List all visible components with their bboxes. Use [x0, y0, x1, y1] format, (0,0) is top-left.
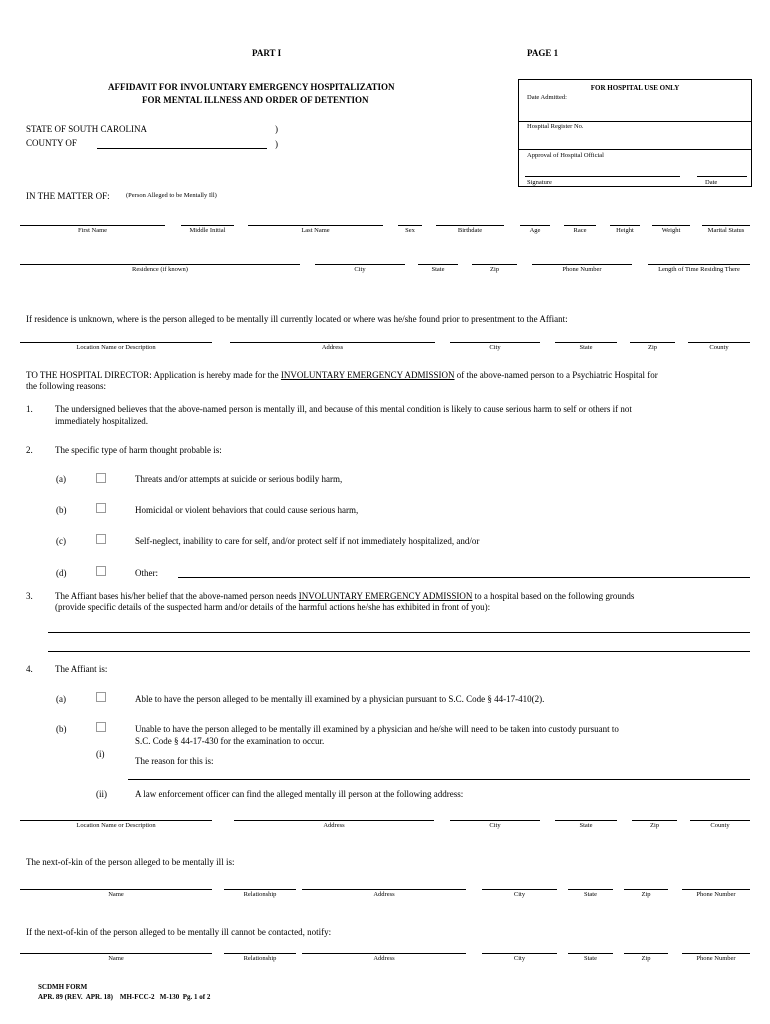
matter-label: IN THE MATTER OF:: [26, 191, 110, 201]
sex-label: Sex: [405, 227, 415, 234]
location2-address-field[interactable]: [234, 820, 434, 821]
location2-name-label: Location Name or Description: [76, 822, 156, 829]
alt-city-field[interactable]: [482, 953, 557, 954]
location2-state-field[interactable]: [555, 820, 617, 821]
kin-relationship-field[interactable]: [224, 889, 296, 890]
affiant-a-checkbox[interactable]: [96, 692, 106, 702]
length-residing-field[interactable]: [648, 264, 750, 265]
age-field[interactable]: [520, 225, 550, 226]
harm-d-letter: (d): [56, 568, 67, 578]
item3-emphasis: INVOLUNTARY EMERGENCY ADMISSION: [298, 591, 473, 601]
alt-address-field[interactable]: [302, 953, 466, 954]
location-city-label: City: [489, 344, 501, 351]
director-emphasis: INVOLUNTARY EMERGENCY ADMISSION: [280, 370, 455, 380]
kin-relationship-label: Relationship: [243, 891, 277, 898]
residence-state-label: State: [431, 266, 445, 273]
residence-state-field[interactable]: [418, 264, 458, 265]
reason-text: The reason for this is:: [135, 756, 214, 766]
weight-field[interactable]: [652, 225, 690, 226]
harm-b-checkbox[interactable]: [96, 503, 106, 513]
location-city-field[interactable]: [450, 342, 540, 343]
sex-field[interactable]: [398, 225, 422, 226]
residence-field[interactable]: [20, 264, 300, 265]
alt-address-label: Address: [373, 955, 395, 962]
kin-state-label: State: [584, 891, 597, 898]
location-state-label: State: [579, 344, 593, 351]
harm-other-field[interactable]: [178, 577, 750, 578]
affiant-b-checkbox[interactable]: [96, 722, 106, 732]
location-name-field[interactable]: [20, 342, 212, 343]
location-address-field[interactable]: [230, 342, 435, 343]
reason-number: (i): [96, 749, 105, 759]
residence-label: Residence (if known): [132, 266, 188, 273]
part-label: PART I: [252, 48, 282, 58]
affiant-b-line1: Unable to have the person alleged to be mentally ill examined by a physician and he/she will need to be taken into custody pursuant to: [135, 724, 619, 734]
item3-suffix: to a hospital based on the following grounds: [474, 591, 635, 601]
last-name-field[interactable]: [248, 225, 383, 226]
location2-city-field[interactable]: [450, 820, 540, 821]
director-paragraph: [26, 369, 658, 381]
harm-b-letter: (b): [56, 505, 67, 515]
kin-address-label: Address: [373, 891, 395, 898]
height-field[interactable]: [610, 225, 640, 226]
item4-number: 4.: [26, 664, 33, 674]
location-zip-label: Zip: [647, 344, 658, 351]
director-line2: the following reasons:: [26, 381, 106, 391]
county-field[interactable]: [97, 148, 267, 149]
hospital-divider-1: [519, 121, 751, 122]
law-enforcement-number: (ii): [96, 789, 107, 799]
form-title-line1: AFFIDAVIT FOR INVOLUNTARY EMERGENCY HOSPITALIZATION: [108, 82, 395, 92]
location-address-label: Address: [321, 344, 344, 351]
location2-name-field[interactable]: [20, 820, 212, 821]
kin-zip-label: Zip: [641, 891, 651, 898]
state-label: STATE OF SOUTH CAROLINA: [26, 124, 148, 134]
harm-b-text: Homicidal or violent behaviors that could cause serious harm,: [135, 505, 359, 515]
race-field[interactable]: [564, 225, 596, 226]
alt-name-field[interactable]: [20, 953, 212, 954]
register-no-label: Hospital Register No.: [527, 123, 584, 130]
location-county-field[interactable]: [688, 342, 750, 343]
affiant-b-line2: S.C. Code § 44-17-430 for the examination to occur.: [135, 736, 325, 746]
location2-city-label: City: [489, 822, 501, 829]
residence-zip-label: Zip: [489, 266, 500, 273]
item3-prefix: The Affiant bases his/her belief that the above-named person needs: [55, 591, 297, 601]
weight-label: Weight: [661, 227, 681, 234]
kin-zip-field[interactable]: [624, 889, 668, 890]
marital-status-field[interactable]: [702, 225, 750, 226]
birthdate-label: Birthdate: [457, 227, 483, 234]
item4-text: The Affiant is:: [55, 664, 108, 674]
race-label: Race: [573, 227, 587, 234]
residence-phone-field[interactable]: [532, 264, 632, 265]
director-prefix: TO THE HOSPITAL DIRECTOR: Application is hereby made for the: [26, 370, 279, 380]
harm-c-checkbox[interactable]: [96, 534, 106, 544]
kin-city-field[interactable]: [482, 889, 557, 890]
date-label: Date: [705, 179, 718, 186]
height-label: Height: [616, 227, 634, 234]
harm-c-text: Self-neglect, inability to care for self, and/or protect self if not immediately hospitalized, and/or: [135, 536, 480, 546]
harm-d-checkbox[interactable]: [96, 566, 106, 576]
harm-a-text: Threats and/or attempts at suicide or serious bodily harm,: [135, 474, 343, 484]
grounds-field-line1[interactable]: [48, 632, 750, 633]
approval-label: Approval of Hospital Official: [527, 152, 604, 159]
last-name-label: Last Name: [301, 227, 330, 234]
signature-label: Signature: [527, 179, 552, 186]
item1-line1: The undersigned believes that the above-named person is mentally ill, and because of this mental condition is likely to cause serious harm to self or others if not: [55, 404, 632, 414]
hospital-use-box: [518, 79, 752, 187]
harm-a-checkbox[interactable]: [96, 473, 106, 483]
harm-a-letter: (a): [56, 474, 66, 484]
location2-county-label: County: [710, 822, 730, 829]
location2-zip-label: Zip: [649, 822, 660, 829]
first-name-label: First Name: [77, 227, 108, 234]
county-label: COUNTY OF: [26, 138, 77, 148]
item2-text: The specific type of harm thought probable is:: [55, 445, 222, 455]
location-state-field[interactable]: [555, 342, 617, 343]
kin-state-field[interactable]: [568, 889, 613, 890]
next-of-kin-label: The next-of-kin of the person alleged to be mentally ill is:: [26, 857, 235, 867]
alt-phone-label: Phone Number: [696, 955, 736, 962]
footer-form-id: SCDMH FORM: [38, 983, 88, 991]
item3-line2: (provide specific details of the suspected harm and/or details of the harmful actions he/she has exhibited in front of you):: [55, 602, 491, 612]
page-label: PAGE 1: [527, 48, 559, 58]
alt-city-label: City: [513, 955, 526, 962]
middle-initial-label: Middle Initial: [189, 227, 226, 234]
state-paren: ): [275, 124, 278, 134]
kin-city-label: City: [513, 891, 526, 898]
alt-name-label: Name: [108, 955, 124, 962]
affiant-a-text: Able to have the person alleged to be mentally ill examined by a physician pursuant to S.C. Code § 44-17-410(2).: [135, 694, 545, 704]
location2-state-label: State: [579, 822, 593, 829]
location-county-label: County: [709, 344, 729, 351]
alt-relationship-label: Relationship: [243, 955, 277, 962]
birthdate-field[interactable]: [436, 225, 504, 226]
unknown-residence-text: If residence is unknown, where is the person alleged to be mentally ill currently located or where was he/she found prior to presentment to the Affiant:: [26, 314, 568, 324]
location2-county-field[interactable]: [690, 820, 750, 821]
footer-revision: APR. 89 (REV. APR. 18) MH-FCC-2 M-130 Pg. 1 of 2: [38, 993, 211, 1001]
item3-number: 3.: [26, 591, 33, 601]
alt-relationship-field[interactable]: [224, 953, 296, 954]
length-residing-label: Length of Time Residing There: [658, 266, 740, 273]
alt-zip-field[interactable]: [624, 953, 668, 954]
residence-zip-field[interactable]: [472, 264, 517, 265]
residence-phone-label: Phone Number: [562, 266, 602, 273]
director-suffix: of the above-named person to a Psychiatric Hospital for: [456, 370, 658, 380]
kin-address-field[interactable]: [302, 889, 466, 890]
kin-name-label: Name: [108, 891, 124, 898]
marital-status-label: Marital Status: [707, 227, 745, 234]
affiant-a-letter: (a): [56, 694, 66, 704]
hospital-divider-2: [519, 149, 751, 150]
alt-phone-field[interactable]: [682, 953, 750, 954]
location-name-label: Location Name or Description: [76, 344, 156, 351]
harm-d-text: Other:: [135, 568, 158, 578]
residence-city-field[interactable]: [315, 264, 405, 265]
form-title-line2: FOR MENTAL ILLNESS AND ORDER OF DETENTION: [142, 95, 369, 105]
kin-phone-field[interactable]: [682, 889, 750, 890]
middle-initial-field[interactable]: [181, 225, 234, 226]
harm-c-letter: (c): [56, 536, 66, 546]
residence-city-label: City: [354, 266, 366, 273]
first-name-field[interactable]: [20, 225, 165, 226]
law-enforcement-text: A law enforcement officer can find the alleged mentally ill person at the following address:: [135, 789, 464, 799]
item2-number: 2.: [26, 445, 33, 455]
age-label: Age: [529, 227, 541, 234]
kin-phone-label: Phone Number: [696, 891, 736, 898]
item1-line2: immediately hospitalized.: [55, 416, 148, 426]
signature-line[interactable]: [525, 176, 680, 177]
date-admitted-label: Date Admitted:: [527, 94, 567, 101]
location2-address-label: Address: [323, 822, 345, 829]
hospital-use-heading: FOR HOSPITAL USE ONLY: [590, 84, 680, 92]
date-line[interactable]: [697, 176, 747, 177]
alt-zip-label: Zip: [641, 955, 651, 962]
matter-sub: (Person Alleged to be Mentally Ill): [126, 192, 217, 199]
county-paren: ): [275, 139, 278, 149]
alt-state-field[interactable]: [568, 953, 613, 954]
item1-number: 1.: [26, 404, 33, 414]
grounds-field-line2[interactable]: [48, 651, 750, 652]
location-zip-field[interactable]: [630, 342, 675, 343]
location2-zip-field[interactable]: [632, 820, 677, 821]
affiant-b-letter: (b): [56, 724, 67, 734]
alt-state-label: State: [584, 955, 597, 962]
alt-contact-label: If the next-of-kin of the person alleged to be mentally ill cannot be contacted, notify:: [26, 927, 332, 937]
kin-name-field[interactable]: [20, 889, 212, 890]
reason-field[interactable]: [128, 779, 750, 780]
